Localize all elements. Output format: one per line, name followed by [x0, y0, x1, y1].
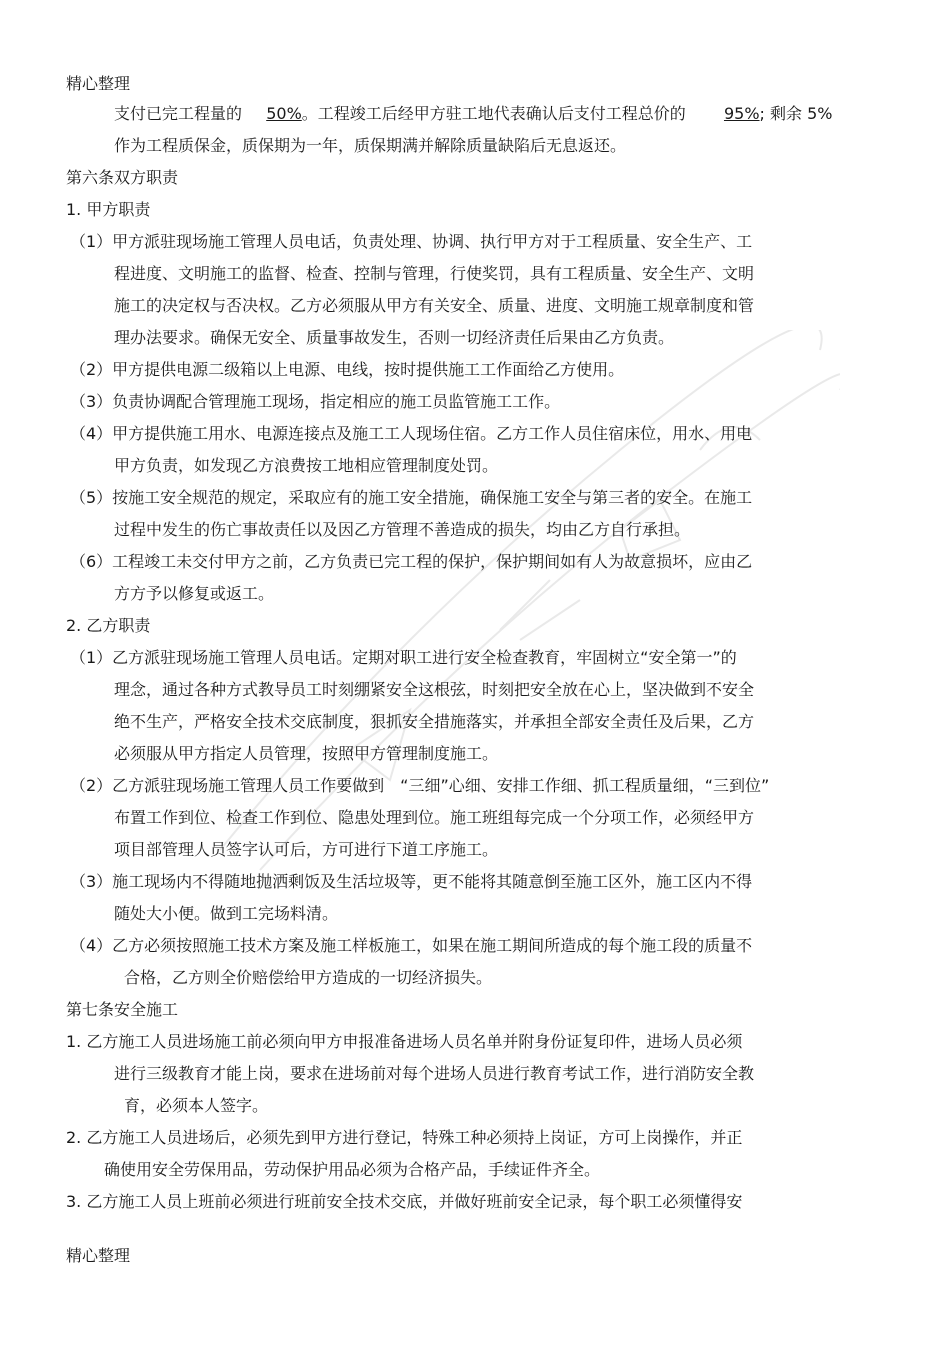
total-percent: 95%	[723, 104, 760, 123]
party-b-item-3-line-1: （3）施工现场内不得随地抛洒剩饭及生活垃圾等，更不能将其随意倒至施工区外，施工区内不得	[70, 872, 753, 891]
party-b-item-4-line-2: 合格，乙方则全价赔偿给甲方造成的一切经济损失。	[124, 968, 493, 987]
safety-item-3-line-1: 3. 乙方施工人员上班前必须进行班前安全技术交底，并做好班前安全记录，每个职工必须懂得安	[66, 1192, 743, 1211]
party-a-item-5-line-1: （5）按施工安全规范的规定，采取应有的施工安全措施，确保施工安全与第三者的安全。在施工	[70, 488, 753, 507]
party-b-item-1-line-4: 必须服从甲方指定人员管理，按照甲方管理制度施工。	[114, 744, 499, 763]
party-a-item-1-line-2: 程进度、文明施工的监督、检查、控制与管理，行使奖罚，具有工程质量、安全生产、文明	[114, 264, 755, 283]
party-a-item-5-line-2: 过程中发生的伤亡事故责任以及因乙方管理不善造成的损失，均由乙方自行承担。	[114, 520, 691, 539]
party-a-item-6-line-1: （6）工程竣工未交付甲方之前，乙方负责已完工程的保护，保护期间如有人为故意损坏，应由乙	[70, 552, 753, 571]
party-a-item-3: （3）负责协调配合管理施工现场，指定相应的施工员监管施工工作。	[70, 392, 561, 411]
payment-text-c: ; 剩余 5%	[759, 104, 833, 123]
party-a-item-1-line-3: 施工的决定权与否决权。乙方必须服从甲方有关安全、质量、进度、文明施工规章制度和管	[114, 296, 755, 315]
party-b-item-2-line-1: （2）乙方派驻现场施工管理人员工作要做到 “三细”心细、安排工作细、抓工程质量细，“三到位”	[70, 776, 770, 795]
party-b-item-3-line-2: 随处大小便。做到工完场料清。	[114, 904, 339, 923]
party-b-item-1-line-2: 理念，通过各种方式教导员工时刻绷紧安全这根弦，时刻把安全放在心上，坚决做到不安全	[114, 680, 755, 699]
party-a-item-4-line-2: 甲方负责，如发现乙方浪费按工地相应管理制度处罚。	[114, 456, 499, 475]
article-6-title: 第六条双方职责	[66, 168, 179, 187]
safety-item-1-line-2: 进行三级教育才能上岗，要求在进场前对每个进场人员进行教育考试工作，进行消防安全教	[114, 1064, 755, 1083]
payment-text-a: 支付已完工程量的	[114, 104, 243, 123]
party-b-item-4-line-1: （4）乙方必须按照施工技术方案及施工样板施工，如果在施工期间所造成的每个施工段的质量不	[70, 936, 753, 955]
safety-item-2-line-1: 2. 乙方施工人员进场后，必须先到甲方进行登记，特殊工种必须持上岗证，方可上岗操作，并正	[66, 1128, 743, 1147]
party-b-item-1-line-1: （1）乙方派驻现场施工管理人员电话。定期对职工进行安全检查教育，牢固树立“安全第一”的	[70, 648, 737, 667]
party-a-item-2: （2）甲方提供电源二级箱以上电源、电线，按时提供施工工作面给乙方使用。	[70, 360, 625, 379]
page-footer: 精心整理	[66, 1246, 131, 1265]
page-header: 精心整理	[66, 74, 131, 93]
party-b-title: 2. 乙方职责	[66, 616, 151, 635]
safety-item-1-line-3: 育，必须本人签字。	[124, 1096, 269, 1115]
party-a-item-4-line-1: （4）甲方提供施工用水、电源连接点及施工工人现场住宿。乙方工作人员住宿床位，用水、用电	[70, 424, 753, 443]
article-7-title: 第七条安全施工	[66, 1000, 179, 1019]
payment-line-2: 作为工程质保金，质保期为一年，质保期满并解除质量缺陷后无息返还。	[114, 136, 627, 155]
safety-item-1-line-1: 1. 乙方施工人员进场施工前必须向甲方申报准备进场人员名单并附身份证复印件，进场人员必须	[66, 1032, 743, 1051]
watermark-seal	[200, 330, 840, 890]
payment-text-b: 。工程竣工后经甲方驻工地代表确认后支付工程总价的	[301, 104, 686, 123]
party-a-title: 1. 甲方职责	[66, 200, 151, 219]
party-b-item-1-line-3: 绝不生产，严格安全技术交底制度，狠抓安全措施落实，并承担全部安全责任及后果，乙方	[114, 712, 755, 731]
party-a-item-1-line-1: （1）甲方派驻现场施工管理人员电话，负责处理、协调、执行甲方对于工程质量、安全生产、工	[70, 232, 753, 251]
party-a-item-6-line-2: 方方予以修复或返工。	[114, 584, 275, 603]
payment-line-1	[114, 104, 832, 124]
party-a-item-1-line-4: 理办法要求。确保无安全、质量事故发生，否则一切经济责任后果由乙方负责。	[114, 328, 675, 347]
progress-percent: 50%	[266, 104, 302, 123]
party-b-item-2-line-2: 布置工作到位、检查工作到位、隐患处理到位。施工班组每完成一个分项工作，必须经甲方	[114, 808, 755, 827]
party-b-item-2-line-3: 项目部管理人员签字认可后，方可进行下道工序施工。	[114, 840, 499, 859]
safety-item-2-line-2: 确使用安全劳保用品，劳动保护用品必须为合格产品，手续证件齐全。	[104, 1160, 601, 1179]
